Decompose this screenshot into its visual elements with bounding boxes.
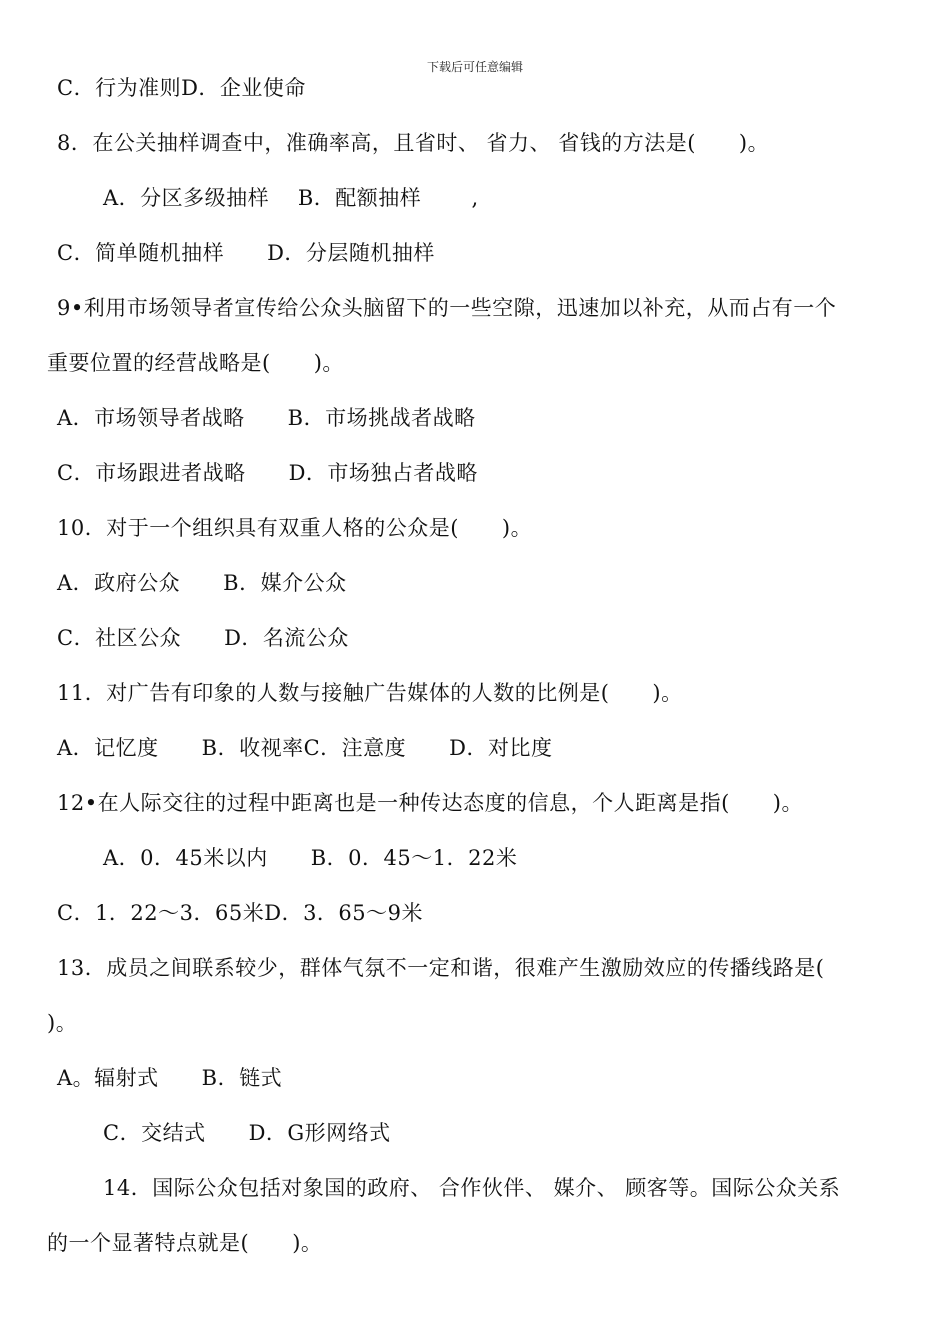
question-11: 11．对广告有印象的人数与接触广告媒体的人数的比例是( )。 (57, 681, 683, 705)
option-line-q11: A．记忆度 B．收视率C．注意度 D．对比度 (57, 736, 553, 760)
option-line-q13-cd: C．交结式 D．G形网络式 (103, 1121, 391, 1145)
question-13: 13．成员之间联系较少，群体气氛不一定和谐，很难产生激励效应的传播线路是( (57, 956, 825, 980)
question-14: 14．国际公众包括对象国的政府、 合作伙伴、 媒介、 顾客等。国际公众关系 (103, 1176, 841, 1200)
question-14-continued: 的一个显著特点就是( )。 (47, 1231, 323, 1255)
question-10: 10．对于一个组织具有双重人格的公众是( )。 (57, 516, 533, 540)
option-line-q10-ab: A．政府公众 B．媒介公众 (57, 571, 347, 595)
option-line-q8-ab: A．分区多级抽样 B．配额抽样 , (103, 186, 479, 210)
question-12: 12•在人际交往的过程中距离也是一种传达态度的信息，个人距离是指( )。 (57, 791, 803, 815)
option-line-q7-cd: C．行为准则D．企业使命 (57, 76, 306, 100)
option-line-q8-cd: C．简单随机抽样 D．分层随机抽样 (57, 241, 435, 265)
question-8: 8．在公关抽样调查中，准确率高，且省时、 省力、 省钱的方法是( )。 (57, 131, 770, 155)
option-line-q10-cd: C．社区公众 D．名流公众 (57, 626, 349, 650)
option-line-q9-cd: C．市场跟进者战略 D．市场独占者战略 (57, 461, 478, 485)
option-line-q12-ab: A．0．45米以内 B．0．45～1．22米 (103, 846, 518, 870)
option-line-q12-cd: C．1．22～3．65米D．3．65～9米 (57, 901, 424, 925)
option-line-q13-ab: A。辐射式 B．链式 (57, 1066, 283, 1090)
question-13-continued: )。 (47, 1011, 78, 1035)
question-9-continued: 重要位置的经营战略是( )。 (47, 351, 344, 375)
question-9: 9•利用市场领导者宣传给公众头脑留下的一些空隙，迅速加以补充，从而占有一个 (57, 296, 837, 320)
option-line-q9-ab: A．市场领导者战略 B．市场挑战者战略 (57, 406, 476, 430)
page-header: 下载后可任意编辑 (426, 60, 523, 74)
